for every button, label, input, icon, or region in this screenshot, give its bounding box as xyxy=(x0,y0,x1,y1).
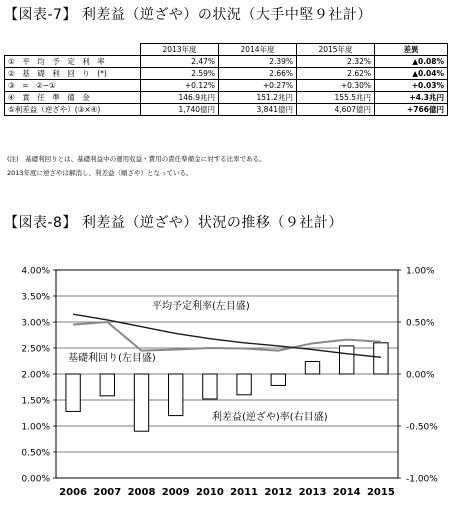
right-tick-label: -0.50% xyxy=(406,422,438,433)
annotation-heikin-yotei: 平均予定利率(左目盛) xyxy=(152,301,250,312)
left-tick-label: 0.00% xyxy=(21,474,50,485)
left-tick-label: 2.00% xyxy=(21,370,50,381)
table-row xyxy=(5,104,448,116)
table-row xyxy=(5,56,448,68)
col-header-2013: 2013年度 xyxy=(141,44,219,56)
left-tick-label: 1.50% xyxy=(21,396,50,407)
table-cell: 155.5兆円 xyxy=(297,92,375,104)
x-tick-label: 2013 xyxy=(298,487,327,498)
table-row xyxy=(5,68,448,80)
table-cell: +766億円 xyxy=(375,104,448,116)
row-label: ① 平 均 予 定 利 率 xyxy=(5,56,141,68)
col-header-diff: 差異 xyxy=(375,44,448,56)
right-tick-label: -1.00% xyxy=(406,474,438,485)
left-tick-label: 1.00% xyxy=(21,422,50,433)
table-note: (注) 基礎利回りとは、基礎利益中の運用収益・費用の責任準備金に対する比率である。 xyxy=(7,155,266,163)
table-cell: 1,740億円 xyxy=(141,104,219,116)
row-label: ④ 責 任 準 備 金 xyxy=(5,92,141,104)
x-tick-label: 2011 xyxy=(230,487,259,498)
table-cell: 146.9兆円 xyxy=(141,92,219,104)
table-cell: 151.2兆円 xyxy=(219,92,297,104)
right-tick-label: 0.00% xyxy=(406,370,435,381)
table-cell: ▲0.08% xyxy=(375,56,448,68)
table-cell: +4.3兆円 xyxy=(375,92,448,104)
table-cell: 2.66% xyxy=(219,68,297,80)
x-tick-label: 2010 xyxy=(195,487,224,498)
table-cell: 2.47% xyxy=(141,56,219,68)
table-cell: 4,607億円 xyxy=(297,104,375,116)
bar-2008 xyxy=(134,374,148,431)
left-tick-label: 0.50% xyxy=(21,448,50,459)
interest-margin-chart xyxy=(0,245,451,507)
figure8-title: 【図表-8】 利差益（逆ざや）状況の推移（９社計） xyxy=(4,215,343,231)
bar-2012 xyxy=(271,374,285,385)
bar-2013 xyxy=(305,362,319,374)
table-row xyxy=(5,80,448,92)
col-header-2015: 2015年度 xyxy=(297,44,375,56)
table-cell: +0.12% xyxy=(141,80,219,92)
x-tick-label: 2009 xyxy=(161,487,190,498)
interest-margin-table xyxy=(4,43,448,116)
bar-2006 xyxy=(66,374,80,411)
x-tick-label: 2015 xyxy=(366,487,395,498)
table-cell: 2.62% xyxy=(297,68,375,80)
annotation-kiso-rimawari: 基礎利回り(左目盛) xyxy=(68,353,156,364)
table-cell: +0.27% xyxy=(219,80,297,92)
table-corner xyxy=(5,44,141,56)
x-tick-label: 2008 xyxy=(127,487,156,498)
table-cell: 2.59% xyxy=(141,68,219,80)
left-tick-label: 3.00% xyxy=(21,318,50,329)
annotation-risaeki: 利差益(逆ざや)率(右目盛) xyxy=(212,412,328,423)
col-header-2014: 2014年度 xyxy=(219,44,297,56)
bar-2015 xyxy=(374,343,388,374)
x-tick-label: 2006 xyxy=(59,487,88,498)
table-cell: ▲0.04% xyxy=(375,68,448,80)
bar-2011 xyxy=(237,374,251,395)
left-tick-label: 2.50% xyxy=(21,344,50,355)
bar-2009 xyxy=(169,374,183,416)
x-tick-label: 2007 xyxy=(93,487,122,498)
table-cell: 2.32% xyxy=(297,56,375,68)
table-cell: +0.03% xyxy=(375,80,448,92)
figure7-title: 【図表-7】 利差益（逆ざや）の状況（大手中堅９社計） xyxy=(4,7,372,23)
right-tick-label: 1.00% xyxy=(406,266,435,277)
table-cell: 2.39% xyxy=(219,56,297,68)
right-tick-label: 0.50% xyxy=(406,318,435,329)
x-tick-label: 2012 xyxy=(264,487,293,498)
bar-2007 xyxy=(100,374,114,396)
bar-2010 xyxy=(203,374,217,399)
table-cell: +0.30% xyxy=(297,80,375,92)
row-label: ⑤利差益（逆ざや）(③×④) xyxy=(5,104,141,116)
row-label: ③ = ②−① xyxy=(5,80,141,92)
left-tick-label: 4.00% xyxy=(21,266,50,277)
bar-2014 xyxy=(340,346,354,374)
x-tick-label: 2014 xyxy=(332,487,361,498)
table-row xyxy=(5,92,448,104)
table-cell: 3,841億円 xyxy=(219,104,297,116)
table-note-2: 2013年度に逆ざやは解消し、利差益（順ざや）となっている。 xyxy=(7,169,193,177)
row-label: ② 基 礎 利 回 り (*) xyxy=(5,68,141,80)
left-tick-label: 3.50% xyxy=(21,292,50,303)
